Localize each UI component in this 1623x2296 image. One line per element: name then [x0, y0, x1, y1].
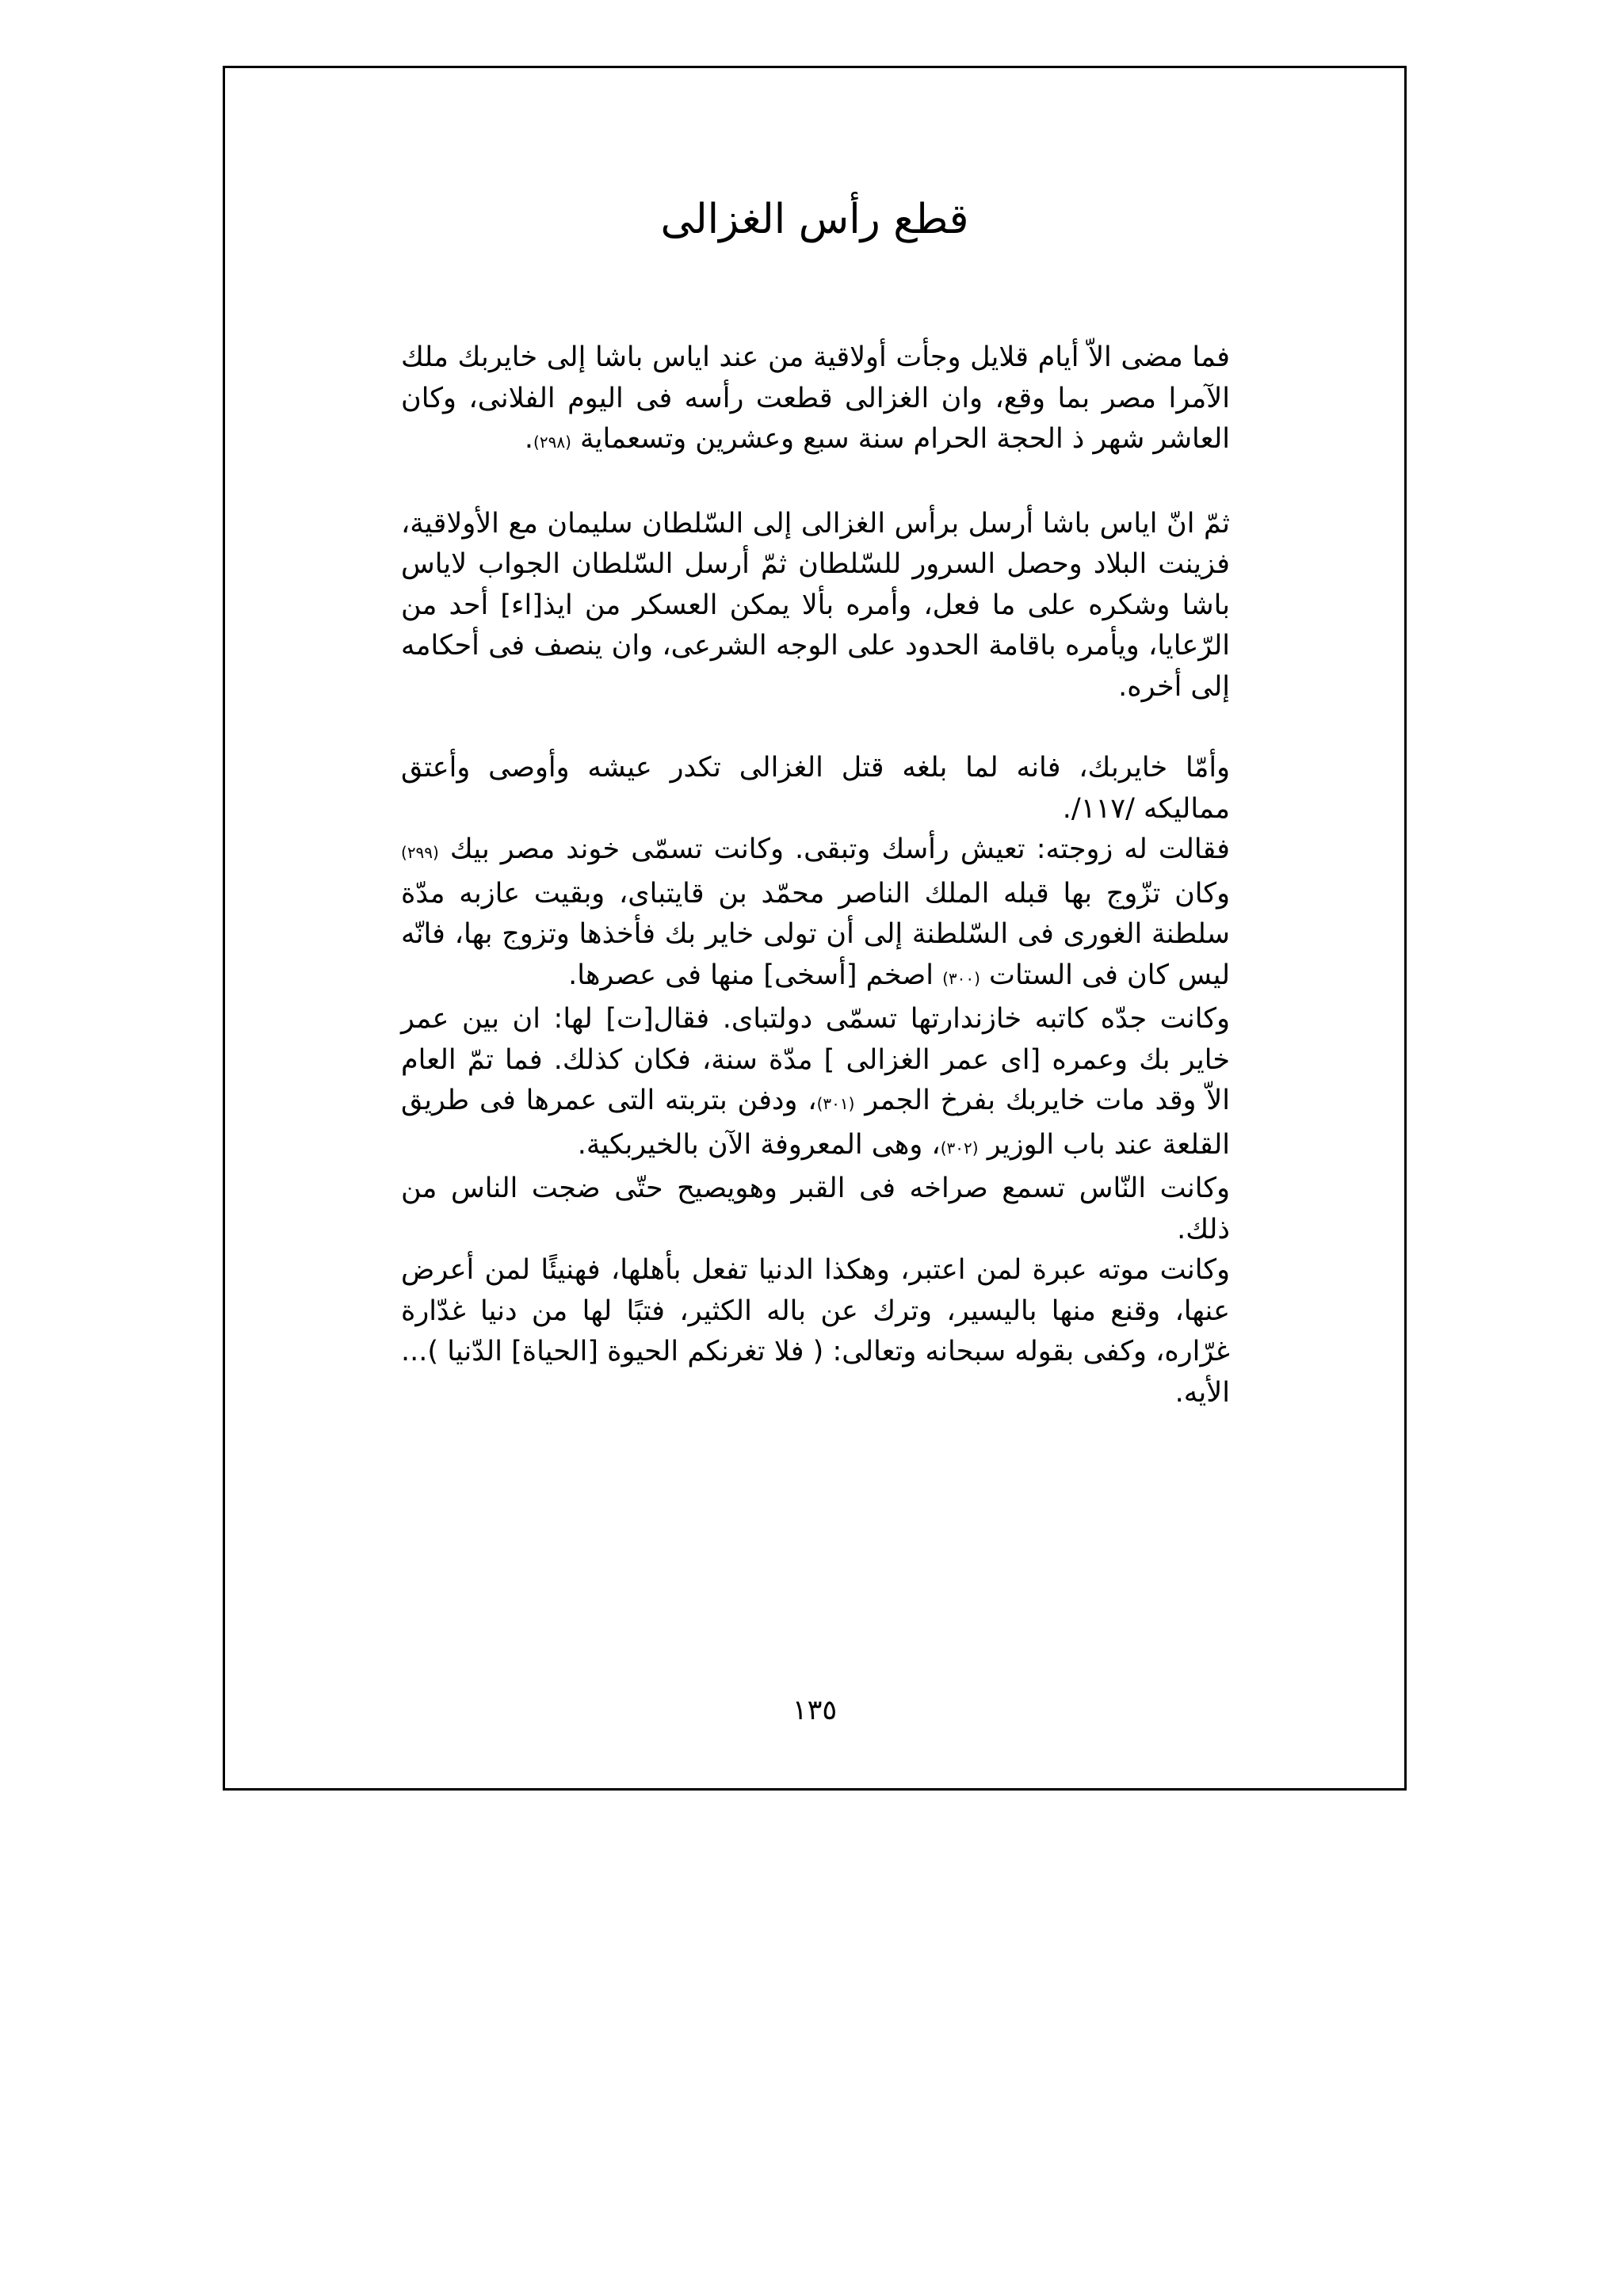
paragraph-2-text: ثمّ انّ اياس باشا أرسل برأس الغزالى إلى السّلطان سليمان مع الأولاقية، فزينت البلاد وحصل السرور للسّلطان ثمّ أرسل السّلطان الجواب لاياس باشا وشكره على ما فعل، وأمره بألا يمكن العسكر من ايذ[اء] أحد من الرّعايا، ويأمره باقامة الحدود على الوجه الشرعى، وان ينصف فى أحكامه إلى أخره.: [401, 507, 1230, 703]
footnote-ref-300[interactable]: (٣٠٠): [942, 968, 980, 988]
page-number: ١٣٥: [792, 1695, 838, 1726]
paragraph-2: [401, 504, 1230, 708]
paragraph-4-middle: وكان تزّوج بها قبله الملك الناصر محمّد بن قايتباى، وبقيت عازبه مدّة سلطنة الغورى فى السّلطنة إلى أن تولى خاير بك فأخذها وتزوج بها، فانّه ليس كان فى الستات: [401, 877, 1230, 991]
footnote-ref-299[interactable]: (٢٩٩): [401, 843, 439, 862]
paragraph-7-text: وكانت موته عبرة لمن اعتبر، وهكذا الدنيا تفعل بأهلها، فهنيئًا لمن أعرض عنها، وقنع منها باليسير، وترك عن باله الكثير، فتبًا لها من دنيا غدّارة غرّاره، وكفى بقوله سبحانه وتعالى: ( فلا تغرنكم الحيوة [الحياة] الدّنيا )... الأيه.: [401, 1254, 1230, 1409]
paragraph-1-end: .: [524, 423, 534, 455]
footnote-ref-301[interactable]: (٣٠١): [816, 1094, 855, 1113]
paragraph-3: [401, 748, 1230, 830]
paragraph-1: [401, 338, 1230, 463]
footnote-ref-298[interactable]: (٢٩٨): [533, 433, 571, 452]
paragraph-1-text: فما مضى الاّ أيام قلايل وجأت أولاقية من عند اياس باشا إلى خايربك ملك الآمرا مصر بما وقع، وان الغزالى قطعت رأسه فى اليوم الفلانى، وكان العاشر شهر ذ الحجة الحرام سنة سبع وعشرين وتسعماية: [401, 341, 1230, 455]
page-title: قطع رأس الغزالى: [660, 196, 969, 243]
paragraph-4-end: اصخم [أسخى] منها فى عصرها.: [568, 959, 943, 991]
paragraph-6-text: وكانت النّاس تسمع صراخه فى القبر وهويصيح حتّى ضجت الناس من ذلك.: [401, 1173, 1230, 1245]
paragraph-4: [401, 830, 1230, 999]
paragraph-5-text: وكانت جدّه كاتبه خازندارتها تسمّى دولتباى. فقال[ت] لها: ان بين عمر خاير بك وعمره [اى عمر الغزالى ] مدّة سنة، فكان كذلك. فما تمّ العام الاّ وقد مات خايربك بفرخ الجمر: [401, 1003, 1230, 1116]
text-body: [401, 338, 1230, 1413]
footnote-ref-302[interactable]: (٣٠٢): [940, 1138, 979, 1158]
paragraph-3-text: وأمّا خايربك، فانه لما بلغه قتل الغزالى تكدر عيشه وأوصى وأعتق مماليكه /١١٧/.: [401, 752, 1230, 825]
paragraph-6: [401, 1169, 1230, 1250]
paragraph-5: [401, 999, 1230, 1169]
page-frame: [223, 66, 1407, 1791]
paragraph-7: [401, 1250, 1230, 1413]
paragraph-5-middle: ، ودفن بتربته التى عمرها فى طريق القلعة عند باب الوزير: [401, 1085, 1230, 1161]
paragraph-4-text: فقالت له زوجته: تعيش رأسك وتبقى. وكانت تسمّى خوند مصر بيك: [438, 833, 1230, 865]
paragraph-5-end: ، وهى المعروفة الآن بالخيربكية.: [577, 1128, 941, 1161]
